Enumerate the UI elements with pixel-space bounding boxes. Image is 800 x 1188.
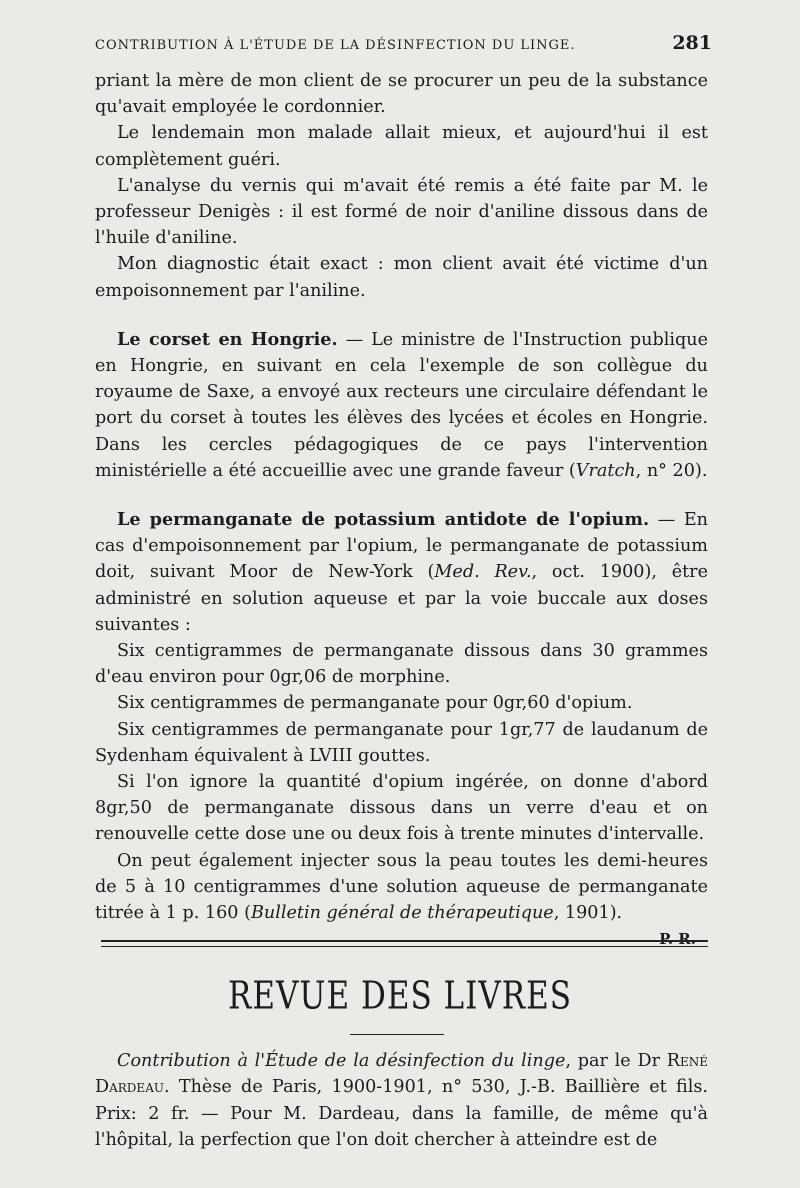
injection-paragraph	[95, 848, 708, 927]
case-paragraph-1: priant la mère de mon client de se procurer un peu de la substance qu'avait employée le cordonnier.	[95, 71, 708, 118]
review-text: . Thèse de Paris, 1900-1901, n° 530, J.-B. Baillière et fils. Prix: 2 fr. — Pour M. Dardeau, dans la famille, de même qu'à l'hôpital, la perfection que l'on doit chercher à atteindre est de	[95, 1077, 708, 1151]
dose-paragraph-2: Six centigrammes de permanganate pour 0gr,60 d'opium.	[117, 693, 633, 714]
review-author: René Dardeau	[95, 1051, 708, 1098]
corset-title: Le corset en Hongrie.	[117, 328, 338, 350]
corset-article	[95, 327, 708, 484]
title-underline	[350, 1034, 444, 1035]
page-header	[95, 32, 712, 54]
rule-thick	[101, 940, 708, 942]
permanganate-intro-b: , oct. 1900), être administré en solution aqueuse et par la voie buccale aux doses suivantes :	[95, 562, 708, 635]
corset-source: Vratch	[575, 460, 636, 481]
review-by: , par le Dr	[565, 1051, 667, 1071]
permanganate-title: Le permanganate de potassium antidote de l'opium.	[117, 509, 650, 531]
injection-journal: Bulletin général de thérapeutique	[250, 903, 554, 924]
rule-thin	[101, 946, 708, 947]
section-title: REVUE DES LIVRES	[228, 973, 572, 1019]
injection-text-b: , 1901).	[553, 903, 623, 924]
review-paragraph	[95, 1048, 708, 1154]
permanganate-intro-a: — En cas d'empoisonnement par l'opium, le permanganate de potassium doit, suivant Moor de New-York (	[95, 510, 708, 583]
permanganate-journal: Med. Rev.	[434, 562, 532, 583]
dose-paragraph-3: Six centigrammes de permanganate pour 1gr,77 de laudanum de Sydenham équivalent à LVIII gouttes.	[95, 719, 708, 766]
permanganate-intro	[95, 507, 708, 638]
case-paragraph-3: L'analyse du vernis qui m'avait été remis a été faite par M. le professeur Denigès : il est formé de noir d'aniline dissous dans de l'huile d'aniline.	[95, 175, 708, 249]
corset-source-end: , n° 20).	[635, 460, 708, 481]
article-body	[95, 68, 708, 953]
page-number: 281	[672, 32, 712, 54]
dose-paragraph-4: Si l'on ignore la quantité d'opium ingérée, on donne d'abord 8gr,50 de permanganate dissous dans un verre d'eau et on renouvelle cette dose une ou deux fois à trente minutes d'intervalle.	[95, 772, 708, 845]
case-paragraph-4: Mon diagnostic était exact : mon client avait été victime d'un empoisonnement par l'aniline.	[95, 254, 708, 301]
injection-text-a: On peut également injecter sous la peau toutes les demi-heures de 5 à 10 centigrammes d'une solution aqueuse de permanganate titrée à 1 p. 160 (	[95, 850, 708, 924]
corset-text: — Le ministre de l'Instruction publique en Hongrie, en suivant en cela l'exemple de son collègue du royaume de Saxe, a envoyé aux recteurs une circulaire défendant le port du corset à toutes les élèves des lycées et écoles en Hongrie. Dans les cercles pédagogiques de ce pays l'intervention ministérielle a été accueillie avec une grande faveur (	[95, 329, 708, 481]
case-paragraph-2: Le lendemain mon malade allait mieux, et aujourd'hui il est complètement guéri.	[95, 123, 708, 170]
dose-paragraph-1: Six centigrammes de permanganate dissous dans 30 grammes d'eau environ pour 0gr,06 de morphine.	[95, 641, 708, 688]
book-review	[95, 1048, 708, 1154]
review-book-title: Contribution à l'Étude de la désinfection du linge	[117, 1051, 566, 1071]
double-rule	[101, 940, 708, 951]
running-head: CONTRIBUTION À L'ÉTUDE DE LA DÉSINFECTION DU LINGE.	[95, 38, 576, 53]
